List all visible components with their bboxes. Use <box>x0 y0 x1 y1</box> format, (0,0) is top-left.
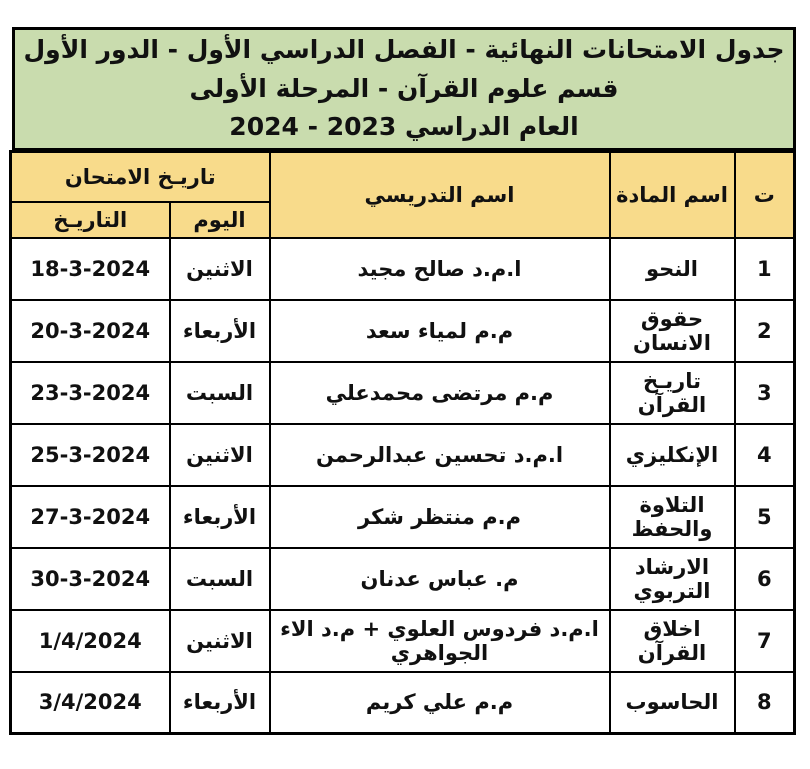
header-no: ت <box>735 152 795 238</box>
cell-instructor: ا.م.د تحسين عبدالرحمن <box>270 424 610 486</box>
table-row <box>10 672 794 734</box>
cell-day: الأربعاء <box>170 672 270 734</box>
cell-subject: الارشاد التربوي <box>610 548 735 610</box>
table-row <box>10 362 794 424</box>
date-value: 23-3-2024 <box>30 380 151 405</box>
cell-instructor: م.م علي كريم <box>270 672 610 734</box>
cell-subject: الحاسوب <box>610 672 735 734</box>
cell-day: الأربعاء <box>170 486 270 548</box>
cell-no: 6 <box>735 548 795 610</box>
cell-no: 3 <box>735 362 795 424</box>
table-body <box>10 238 794 734</box>
cell-day: الأربعاء <box>170 300 270 362</box>
title-line-1: جدول الامتحانات النهائية - الفصل الدراسي الأول - الدور الأول <box>23 34 785 64</box>
date-value: 3/4/2024 <box>38 690 142 715</box>
cell-no: 4 <box>735 424 795 486</box>
cell-date <box>10 238 169 300</box>
header-exam-date-group: تاريـخ الامتحان <box>10 152 269 202</box>
cell-day: السبت <box>170 548 270 610</box>
cell-subject: النحو <box>610 238 735 300</box>
cell-date <box>10 362 169 424</box>
table-row <box>10 548 794 610</box>
title-line-2: قسم علوم القرآن - المرحلة الأولى <box>189 73 619 103</box>
cell-subject: تاريـخ القرآن <box>610 362 735 424</box>
cell-instructor: م.م منتظر شكر <box>270 486 610 548</box>
table-header <box>10 152 794 238</box>
cell-instructor: م.م مرتضى محمدعلي <box>270 362 610 424</box>
date-value: 18-3-2024 <box>30 256 151 281</box>
cell-no: 8 <box>735 672 795 734</box>
cell-instructor: م.م لمياء سعد <box>270 300 610 362</box>
date-value: 27-3-2024 <box>30 504 151 529</box>
cell-subject: اخلاق القرآن <box>610 610 735 672</box>
cell-subject: الإنكليزي <box>610 424 735 486</box>
cell-day: الاثنين <box>170 424 270 486</box>
header-instructor: اسم التدريسي <box>270 152 610 238</box>
header-subject: اسم المادة <box>610 152 735 238</box>
cell-day: الاثنين <box>170 238 270 300</box>
cell-date <box>10 548 169 610</box>
cell-day: السبت <box>170 362 270 424</box>
cell-day: الاثنين <box>170 610 270 672</box>
cell-subject: التلاوة والحفظ <box>610 486 735 548</box>
cell-subject: حقوق الانسان <box>610 300 735 362</box>
title-block <box>12 27 796 150</box>
header-date: التاريـخ <box>10 202 169 238</box>
cell-instructor: ا.م.د فردوس العلوي + م.د الاء الجواهري <box>270 610 610 672</box>
exam-schedule-document <box>12 27 796 735</box>
exam-schedule-table <box>9 150 796 735</box>
cell-date <box>10 300 169 362</box>
cell-date <box>10 672 169 734</box>
cell-no: 5 <box>735 486 795 548</box>
date-value: 1/4/2024 <box>38 628 142 653</box>
cell-no: 2 <box>735 300 795 362</box>
cell-date <box>10 610 169 672</box>
table-row <box>10 424 794 486</box>
table-row <box>10 300 794 362</box>
date-value: 20-3-2024 <box>30 318 151 343</box>
table-row <box>10 486 794 548</box>
table-row <box>10 610 794 672</box>
table-row <box>10 238 794 300</box>
header-day: اليوم <box>170 202 270 238</box>
cell-no: 7 <box>735 610 795 672</box>
title-line-3: العام الدراسي 2023 - 2024 <box>229 112 579 142</box>
cell-date <box>10 424 169 486</box>
cell-no: 1 <box>735 238 795 300</box>
date-value: 25-3-2024 <box>30 442 151 467</box>
date-value: 30-3-2024 <box>30 566 151 591</box>
cell-date <box>10 486 169 548</box>
cell-instructor: م. عباس عدنان <box>270 548 610 610</box>
cell-instructor: ا.م.د صالح مجيد <box>270 238 610 300</box>
